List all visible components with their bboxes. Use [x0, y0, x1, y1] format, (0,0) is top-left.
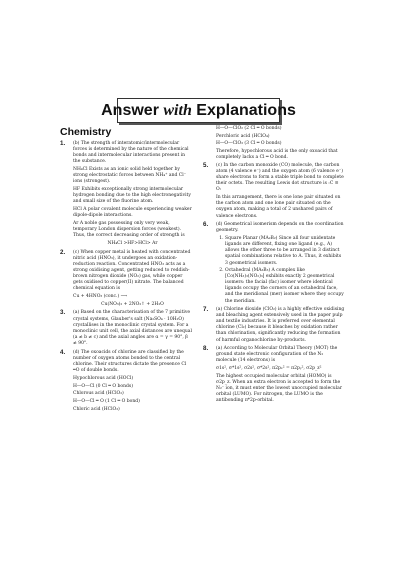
answer-text: H—O—Cl (0 Cl ═ O bonds): [73, 383, 133, 389]
question-number: 2.: [60, 248, 66, 256]
section-heading: Chemistry: [60, 126, 112, 138]
question-number: 5.: [203, 161, 209, 169]
equation: σ1s², σ*1s², σ2s², σ*2s², π2pₓ² = π2pᵧ², σ2p_z²: [216, 366, 322, 372]
answer-text: Chlorous acid (HClO₂): [73, 391, 124, 397]
equation: Cu + 4HNO₃ (conc.) ⟶: [73, 294, 128, 300]
list-item: 2. Octahedral (MA₃B₃) A complex like [Co(NH₃)₃(NO₂)₃] exhibits exactly 2 geometrical isomers: the facial (fac) isomer where identical ligands occupy the corners of an octahedral face, and the meridional (mer) isomer where they occupy the meridian.: [225, 268, 345, 305]
question-number: 3.: [60, 309, 66, 317]
equation: Cu(NO₃)₂ + 2NO₂↑ + 2H₂O: [101, 301, 164, 307]
answer-text: (a) Based on the characterisation of the 7 primitive crystal systems, Glauber's salt (Na₂SO₄ · 10H₂O) crystallises in the monoclinic crystal system. For a monoclinic unit cell, the axial distances are unequal (a ≠ b ≠ c) and the axial angles are α = γ = 90°, β ≠ 90°.: [73, 310, 192, 347]
question-number: 1.: [60, 140, 66, 147]
answer-text: The highest occupied molecular orbital (HOMO) is σ2p_z. When an extra electron is accepted to form the N₂⁻ ion, it must enter the lowest unoccupied molecular orbital (LUMO). For nitrogen, the LUMO is the antibonding π*2p-orbital.: [216, 373, 342, 404]
answer-text: (a) Chlorine dioxide (ClO₂) is a highly effective oxidising and bleaching agent extensively used in the paper pulp and textile industries. It is preferred over elemental chlorine (Cl₂) because it bleaches by oxidation rather than chlorination, significantly reducing the formation of harmful organochlorine by-products.: [216, 306, 345, 343]
list-item: 1. Square Planar (MA₂B₂) Since all four unidentate ligands are different, fixing one ligand (e.g., A) allows the other three to be arranged in 3 distinct spatial combinations relative to A. Thus, it exhibits 3 geometrical isomers.: [225, 236, 345, 267]
answer-text: (d) The oxoacids of chlorine are classified by the number of oxygen atoms bonded to the central chlorine. Their structures dictate the presence Cl ═O of double bonds.: [73, 349, 187, 374]
answer-text: In this arrangement, there is one lone pair situated on the carbon atom and one lone pair situated on the oxygen atom, making a total of 2 unshared pairs of valence electrons.: [216, 195, 341, 219]
answer-text: H—O—ClO₃ (3 Cl ═ O bonds): [216, 141, 282, 147]
question-1: [60, 141, 192, 249]
answer-text: (b) The strength of interatomic/intermolecular forces is determined by the nature of the chemical bonds and intermolecular interactions present in the substance.: [73, 141, 189, 165]
question-number: 8.: [203, 345, 209, 353]
question-6: [203, 222, 345, 306]
answer-text: NH₄Cl Exists as an ionic solid held together by strong electrostatic forces between NH₄⁺ and Cl⁻ ions (strongest).: [73, 167, 187, 185]
answer-text: (c) In the carbon monoxide (CO) molecule, the carbon atom (4 valence e⁻) and the oxygen atom (6 valence e⁻) share electrons to form a stable triple bond to complete their octets. The resulting Lewis dot structure is :C ≡ O:: [216, 162, 344, 193]
question-number: 6.: [203, 221, 209, 229]
page-title: Answer with Explanations: [101, 101, 296, 119]
answer-text: HF Exhibits exceptionally strong intermolecular hydrogen bonding due to the high electronegativity and small size of the fluorine atom.: [73, 187, 191, 205]
title-box: [101, 98, 296, 123]
right-column: [203, 126, 345, 407]
question-5: [203, 163, 345, 221]
question-number: 4.: [60, 348, 66, 356]
answer-text: Therefore, hypochlorous acid is the only oxoacid that completely lacks a Cl ═ O bond.: [216, 148, 338, 161]
isomer-list: [216, 236, 345, 305]
answer-text: (a) According to Molecular Orbital Theory (MOT) the ground state electronic configuration of the N₂ molecule (14 electrons) is: [216, 346, 338, 364]
equation: NH₄Cl >HF>HCl> Ar: [107, 240, 158, 246]
answer-text: Hypochlorous acid (HOCl): [73, 375, 134, 381]
left-column: [60, 126, 192, 415]
question-number: 7.: [203, 305, 209, 313]
answer-text: H—O—Cl ═ O (1 Cl ═ O bond): [73, 398, 140, 404]
answer-text: H—O—ClO₂ (2 Cl ═ O bonds): [216, 126, 282, 131]
answer-text: Perchloric acid (HClO₄): [216, 133, 270, 139]
question-8: [203, 346, 345, 406]
question-2: [60, 250, 192, 310]
answer-text: (d) Geometrical isomerism depends on the coordination geometry.: [216, 222, 344, 234]
question-4: [60, 350, 192, 414]
question-7: [203, 307, 345, 345]
answer-text: Ar A noble gas possessing only very weak, temporary London dispersion forces (weakest). Thus, the correct decreasing order of strength is: [73, 220, 185, 239]
answer-text: HCl A polar covalent molecule experiencing weaker dipole-dipole interactions.: [73, 207, 192, 219]
answer-text: (c) When copper metal is heated with concentrated nitric acid (HNO₃), it undergoes an oxidation-reduction reaction. Concentrated HNO₃ acts as a strong oxidising agent, getting reduced to reddish-brown nitrogen dioxide (NO₂) gas, while copper gets oxidised to copper(II) nitrate. The balanced chemical equation is: [73, 249, 191, 292]
question-3: [60, 310, 192, 348]
answer-text: Chloric acid (HClO₃): [73, 406, 120, 412]
